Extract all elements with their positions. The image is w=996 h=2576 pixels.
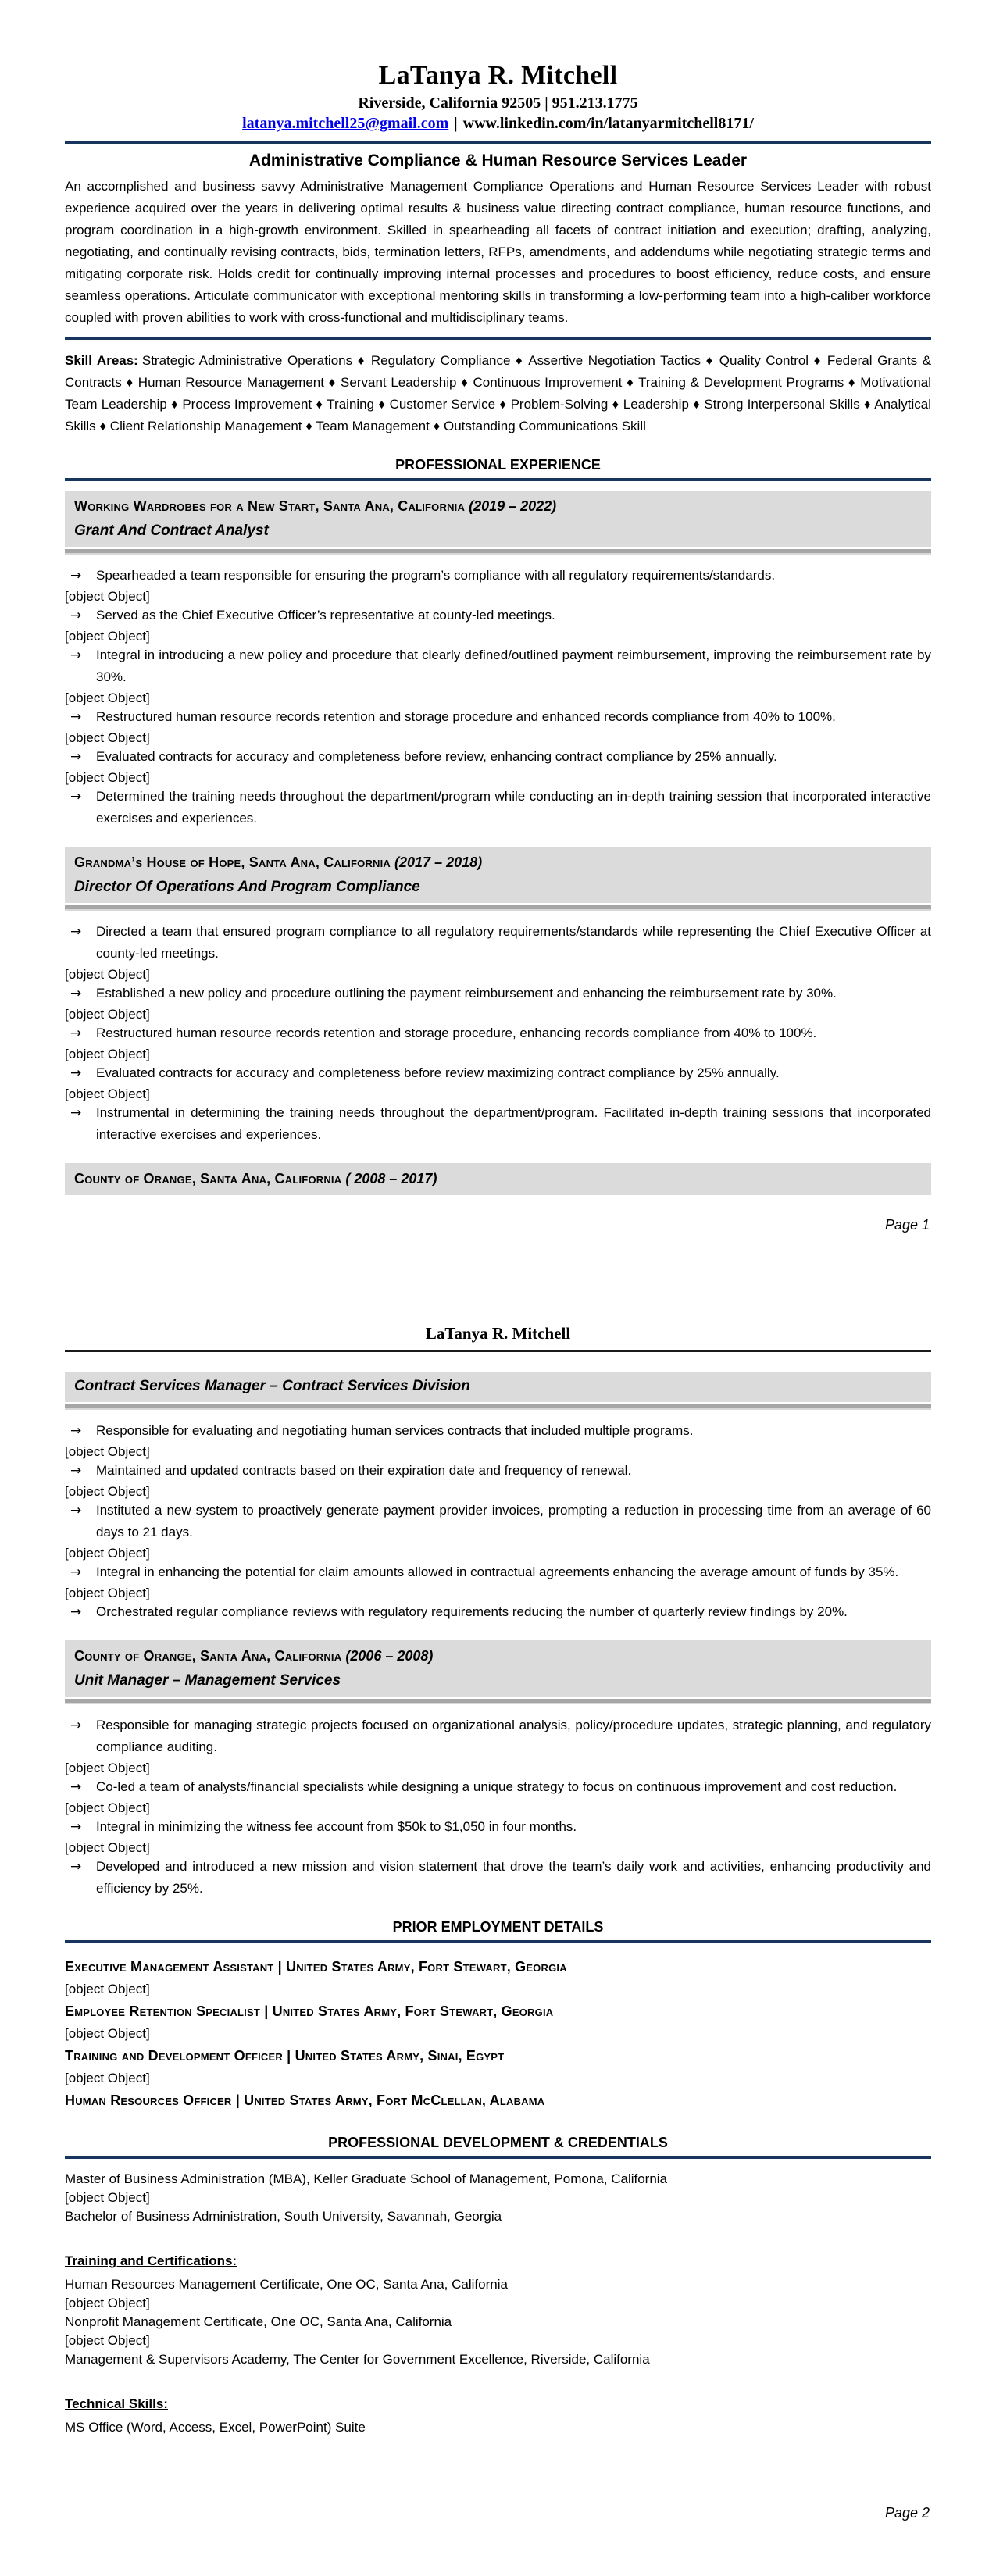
prior-employment-list: Executive Management Assistant | United States Army, Fort Stewart, Georgia [object Object] Employee Retention Specialist | United States Army, Fort Stewart, Georgia [object Object] Training and Development Officer | United States Army, Sinai, Egypt [object Object] Human Resources Officer | United States Army, Fort McClellan, Alabama [65, 1953, 931, 2115]
section-credentials: PROFESSIONAL DEVELOPMENT & CREDENTIALS [328, 2135, 668, 2150]
company-name: Grandma’s House of Hope, Santa Ana, California [74, 855, 391, 870]
job-title: Grant And Contract Analyst [74, 523, 269, 539]
bullet-item [65, 1460, 931, 1482]
technical-entry: MS Office (Word, Access, Excel, PowerPoint) Suite [65, 2420, 366, 2435]
skill-areas-list: Strategic Administrative Operations ♦ Regulatory Compliance ♦ Assertive Negotiation Tactics ♦ Quality Control ♦ Federal Grants & Contracts ♦ Human Resource Management ♦ Servant Leadership ♦ Continuous Improvement ♦ Training & Development Programs ♦ Motivational Team Leadership ♦ Process Improvement ♦ Training ♦ Customer Service ♦ Problem-Solving ♦ Leadership ♦ Strong Interpersonal Skills ♦ Analytical Skills ♦ Client Relationship Management ♦ Team Management ♦ Outstanding Communications Skill [65, 353, 932, 433]
skill-item: Regulatory Compliance [370, 353, 511, 368]
job-dates: (2017 – 2018) [394, 855, 483, 870]
job-box-underline [65, 1699, 931, 1703]
job-header-grandmas-house [65, 847, 931, 903]
location-phone-line [65, 95, 931, 112]
company-line [74, 1646, 922, 1666]
page2-header [65, 1324, 931, 1352]
bullet-item [65, 1856, 931, 1900]
job-title: Director Of Operations And Program Compliance [74, 879, 420, 895]
arrow-bullet-icon: → [70, 648, 82, 663]
arrow-bullet-icon: → [70, 1423, 82, 1439]
arrow-bullet-icon: → [70, 1503, 82, 1518]
bullet-item [65, 1714, 931, 1758]
skill-item: Training & Development Programs [638, 375, 844, 390]
header-underline [65, 1350, 931, 1352]
education-entry: Bachelor of Business Administration, South University, Savannah, Georgia [65, 2209, 502, 2224]
bullet-text: Directed a team that ensured program compliance to all regulatory requirements/standards while representing the Chief Executive Officer at county-led meetings. [96, 924, 931, 961]
bullet-text: Maintained and updated contracts based on their expiration date and frequency of renewal. [96, 1463, 632, 1478]
bullet-text: Integral in enhancing the potential for claim amounts allowed in contractual agreements enhancing the average amount of funds by 35%. [96, 1565, 899, 1579]
job-header-contract-services-manager [65, 1372, 931, 1402]
job-dates: (2019 – 2022) [469, 498, 557, 514]
arrow-bullet-icon: → [70, 749, 82, 765]
job-box-underline [65, 1404, 931, 1408]
bullet-text: Responsible for evaluating and negotiating human services contracts that included multiple programs. [96, 1423, 694, 1438]
job-bullets: → Directed a team that ensured program compliance to all regulatory requirements/standards while representing the Chief Executive Officer at county-led meetings. [object Object] → Established a new policy and procedure outlining the payment reimbursement and enhancing the reimbursement rate by 30%. [object Object] → Restructured human resource records retention and storage procedure, enhancing records compliance from 40% to 100%. [object Object] → Evaluated contracts for accuracy and completeness before review maximizing contract compliance by 25% annually. [object Object] → Instrumental in determining the training needs throughout the department/program. Facilitated in-depth training sessions that incorporated interactive exercises and experiences. [65, 921, 931, 1146]
skill-item: Process Improvement [182, 397, 312, 412]
skill-item: Quality Control [719, 353, 809, 368]
arrow-bullet-icon: → [70, 1779, 82, 1795]
company-line [74, 852, 922, 872]
prior-employment-entry: Executive Management Assistant | United States Army, Fort Stewart, Georgia [65, 1959, 567, 1975]
company-name: County of Orange, Santa Ana, California [74, 1648, 342, 1664]
company-line [74, 496, 922, 516]
job-bullets: → Responsible for evaluating and negotiating human services contracts that included multiple programs. [object Object] → Maintained and updated contracts based on their expiration date and frequency of renewal. [object Object] → Instituted a new system to proactively generate payment provider invoices, prompting a reduction in processing time from an average of 60 days to 21 days. [object Object] → Integral in enhancing the potential for claim amounts allowed in contractual agreements enhancing the average amount of funds by 35%. [object Object] → Orchestrated regular compliance reviews with regulatory requirements reducing the number of quarterly review findings by 20%. [65, 1420, 931, 1623]
bullet-item [65, 565, 931, 587]
skill-item: Problem-Solving [510, 397, 609, 412]
bullet-text: Served as the Chief Executive Officer’s representative at county-led meetings. [96, 608, 555, 623]
candidate-name: LaTanya R. Mitchell [378, 61, 618, 90]
job-box-underline [65, 905, 931, 909]
arrow-bullet-icon: → [70, 1026, 82, 1041]
candidate-name: LaTanya R. Mitchell [425, 1324, 571, 1343]
job-bullets: → Responsible for managing strategic projects focused on organizational analysis, policy/procedure updates, strategic planning, and regulatory compliance auditing. [object Object] → Co-led a team of analysts/financial specialists while designing a unique strategy to focus on continuous improvement and cost reduction. [object Object] → Integral in minimizing the witness fee account from $50k to $1,050 in four months. [object Object] → Developed and introduced a new mission and vision statement that drove the team’s daily work and activities, enhancing productivity and efficiency by 25%. [65, 1714, 931, 1900]
bullet-item [65, 786, 931, 830]
skill-item: Assertive Negotiation Tactics [528, 353, 701, 368]
skill-item: Strong Interpersonal Skills [704, 397, 860, 412]
job-dates: ( 2008 – 2017) [345, 1171, 437, 1186]
bullet-text: Co-led a team of analysts/financial specialists while designing a unique strategy to focus on continuous improvement and cost reduction. [96, 1779, 898, 1794]
skill-item: Federal Grants & Contracts [65, 353, 932, 390]
arrow-bullet-icon: → [70, 986, 82, 1001]
job-bullets: → Spearheaded a team responsible for ensuring the program’s compliance with all regulatory requirements/standards. [object Object] → Served as the Chief Executive Officer’s representative at county-led meetings. [object Object] → Integral in introducing a new policy and procedure that clearly defined/outlined payment reimbursement, improving the reimbursement rate by 30%. [object Object] → Restructured human resource records retention and storage procedure and enhanced records compliance from 40% to 100%. [object Object] → Evaluated contracts for accuracy and completeness before review, enhancing contract compliance by 25% annually. [object Object] → Determined the training needs throughout the department/program while conducting an in-depth training session that incorporated interactive exercises and experiences. [65, 565, 931, 830]
skill-item: Motivational Team Leadership [65, 375, 931, 412]
skill-areas-label: Skill Areas: [65, 353, 138, 368]
bullet-item [65, 1561, 931, 1583]
company-name: Working Wardrobes for a New Start, Santa Ana, California [74, 498, 466, 514]
skill-item: Human Resource Management [137, 375, 324, 390]
professional-title: Administrative Compliance & Human Resource Services Leader [248, 152, 748, 169]
job-box-underline [65, 549, 931, 553]
arrow-bullet-icon: → [70, 1463, 82, 1479]
arrow-bullet-icon: → [70, 568, 82, 583]
job-dates: (2006 – 2008) [345, 1648, 434, 1664]
company-line [74, 1168, 922, 1189]
arrow-bullet-icon: → [70, 789, 82, 805]
bullet-text: Determined the training needs throughout the department/program while conducting an in-depth training session that incorporated interactive exercises and experiences. [96, 789, 931, 826]
bullet-item [65, 1102, 931, 1146]
bullet-item [65, 983, 931, 1004]
page-number: Page 1 [884, 1217, 930, 1233]
bullet-text: Responsible for managing strategic projects focused on organizational analysis, policy/procedure updates, strategic planning, and regulatory compliance auditing. [96, 1718, 931, 1754]
job-header-county-of-orange [65, 1163, 931, 1195]
section-divider [65, 478, 931, 481]
links-line [65, 115, 931, 133]
bullet-text: Integral in introducing a new policy and procedure that clearly defined/outlined payment reimbursement, improving the reimbursement rate by 30%. [96, 648, 931, 684]
skills-top-divider [65, 337, 931, 340]
arrow-bullet-icon: → [70, 1105, 82, 1121]
skill-item: Training [327, 397, 375, 412]
training-entry: Human Resources Management Certificate, One OC, Santa Ana, California [65, 2277, 508, 2292]
skill-item: Continuous Improvement [473, 375, 623, 390]
training-list: Human Resources Management Certificate, One OC, Santa Ana, California [object Object] Nonprofit Management Certificate, One OC, Santa Ana, California [object Object] Management & Supervisors Academy, The Center for Government Excellence, Riverside, California [65, 2274, 931, 2371]
job-title: Unit Manager – Management Services [74, 1672, 341, 1689]
pipe-separator: | [454, 115, 458, 132]
arrow-bullet-icon: → [70, 608, 82, 623]
bullet-text: Integral in minimizing the witness fee account from $50k to $1,050 in four months. [96, 1819, 577, 1834]
skill-item: Client Relationship Management [109, 419, 302, 433]
arrow-bullet-icon: → [70, 1604, 82, 1620]
skill-item: Leadership [623, 397, 689, 412]
arrow-bullet-icon: → [70, 1565, 82, 1580]
section-professional-experience: PROFESSIONAL EXPERIENCE [395, 457, 601, 473]
page-number: Page 2 [884, 2505, 930, 2521]
skill-areas [65, 350, 931, 437]
skill-item: Strategic Administrative Operations [141, 353, 353, 368]
bullet-text: Orchestrated regular compliance reviews with regulatory requirements reducing the number of quarterly review findings by 20%. [96, 1604, 848, 1619]
email-link[interactable]: latanya.mitchell25@gmail.com [242, 115, 449, 132]
bullet-text: Instrumental in determining the training needs throughout the department/program. Facilitated in-depth training sessions that incorporated interactive exercises and experiences. [96, 1105, 931, 1142]
job-title: Contract Services Manager – Contract Services Division [74, 1378, 470, 1394]
bullet-item [65, 1776, 931, 1798]
bullet-text: Evaluated contracts for accuracy and completeness before review, enhancing contract compliance by 25% annually. [96, 749, 777, 764]
skill-item: Outstanding Communications Skill [443, 419, 646, 433]
bullet-item [65, 921, 931, 965]
skill-item: Servant Leadership [341, 375, 457, 390]
training-entry: Management & Supervisors Academy, The Center for Government Excellence, Riverside, California [65, 2352, 650, 2367]
resume-header [65, 61, 931, 133]
arrow-bullet-icon: → [70, 1065, 82, 1081]
bullet-item [65, 1500, 931, 1543]
skill-item: Analytical Skills [65, 397, 931, 433]
bullet-text: Evaluated contracts for accuracy and completeness before review maximizing contract compliance by 25% annually. [96, 1065, 780, 1080]
prior-employment-entry: Human Resources Officer | United States Army, Fort McClellan, Alabama [65, 2093, 545, 2108]
bullet-item [65, 644, 931, 688]
education-list: Master of Business Administration (MBA), Keller Graduate School of Management, Pomona, California [object Object] Bachelor of Business Administration, South University, Savannah, Georgia [65, 2168, 931, 2228]
section-divider [65, 2156, 931, 2159]
section-divider [65, 1940, 931, 1943]
page-2 [0, 1288, 996, 2576]
bullet-item [65, 1022, 931, 1044]
bullet-text: Established a new policy and procedure outlining the payment reimbursement and enhancing the reimbursement rate by 30%. [96, 986, 837, 1001]
arrow-bullet-icon: → [70, 1859, 82, 1875]
training-entry: Nonprofit Management Certificate, One OC, Santa Ana, California [65, 2314, 452, 2329]
education-entry: Master of Business Administration (MBA), Keller Graduate School of Management, Pomona, California [65, 2171, 668, 2186]
bullet-item [65, 746, 931, 768]
linkedin-url: www.linkedin.com/in/latanyarmitchell8171/ [462, 115, 754, 132]
prior-employment-entry: Employee Retention Specialist | United States Army, Fort Stewart, Georgia [65, 2003, 554, 2019]
bullet-text: Spearheaded a team responsible for ensuring the program’s compliance with all regulatory requirements/standards. [96, 568, 776, 583]
bullet-item [65, 1601, 931, 1623]
bullet-text: Restructured human resource records retention and storage procedure, enhancing records compliance from 40% to 100%. [96, 1026, 817, 1040]
bullet-item [65, 1062, 931, 1084]
bullet-item [65, 706, 931, 728]
bullet-text: Instituted a new system to proactively generate payment provider invoices, prompting a reduction in processing time from an average of 60 days to 21 days. [96, 1503, 931, 1540]
header-divider [65, 141, 931, 144]
skill-item: Team Management [316, 419, 430, 433]
skill-item: Customer Service [389, 397, 496, 412]
bullet-text: Restructured human resource records retention and storage procedure and enhanced records compliance from 40% to 100%. [96, 709, 836, 724]
arrow-bullet-icon: → [70, 924, 82, 940]
technical-skills-label: Technical Skills: [65, 2396, 168, 2411]
technical-list [65, 2417, 931, 2439]
section-prior-employment: PRIOR EMPLOYMENT DETAILS [392, 1919, 604, 1935]
bullet-text: Developed and introduced a new mission and vision statement that drove the team’s daily work and activities, enhancing productivity and efficiency by 25%. [96, 1859, 931, 1896]
arrow-bullet-icon: → [70, 1718, 82, 1733]
arrow-bullet-icon: → [70, 1819, 82, 1835]
summary-paragraph: An accomplished and business savvy Administrative Management Compliance Operations and Human Resource Services Leader with robust experience acquired over the years in delivering optimal results & business value directing contract compliance, human resource functions, and program coordination in a high-growth environment. Skilled in spearheading all facets of contract initiation and execution; drafting, analyzing, negotiating, and continually revising contracts, bids, termination letters, RFPs, amendments, and addendums while negotiating strategic terms and mitigating corporate risk. Holds credit for continually improving internal processes and procedures to boost efficiency, reduce costs, and ensure seamless operations. Articulate communicator with exceptional mentoring skills in transforming a low-performing team into a high-caliber workforce coupled with proven abilities to work with cross-functional and multidisciplinary teams. [65, 179, 931, 325]
arrow-bullet-icon: → [70, 709, 82, 725]
bullet-item [65, 1420, 931, 1442]
location-phone: Riverside, California 92505 | 951.213.1775 [358, 95, 638, 112]
job-header-working-wardrobes [65, 491, 931, 547]
training-certifications-label: Training and Certifications: [65, 2253, 237, 2268]
bullet-item [65, 605, 931, 626]
job-header-county-of-orange-unit-manager [65, 1640, 931, 1697]
company-name: County of Orange, Santa Ana, California [74, 1171, 342, 1186]
prior-employment-entry: Training and Development Officer | United States Army, Sinai, Egypt [65, 2048, 505, 2064]
bullet-item [65, 1816, 931, 1838]
